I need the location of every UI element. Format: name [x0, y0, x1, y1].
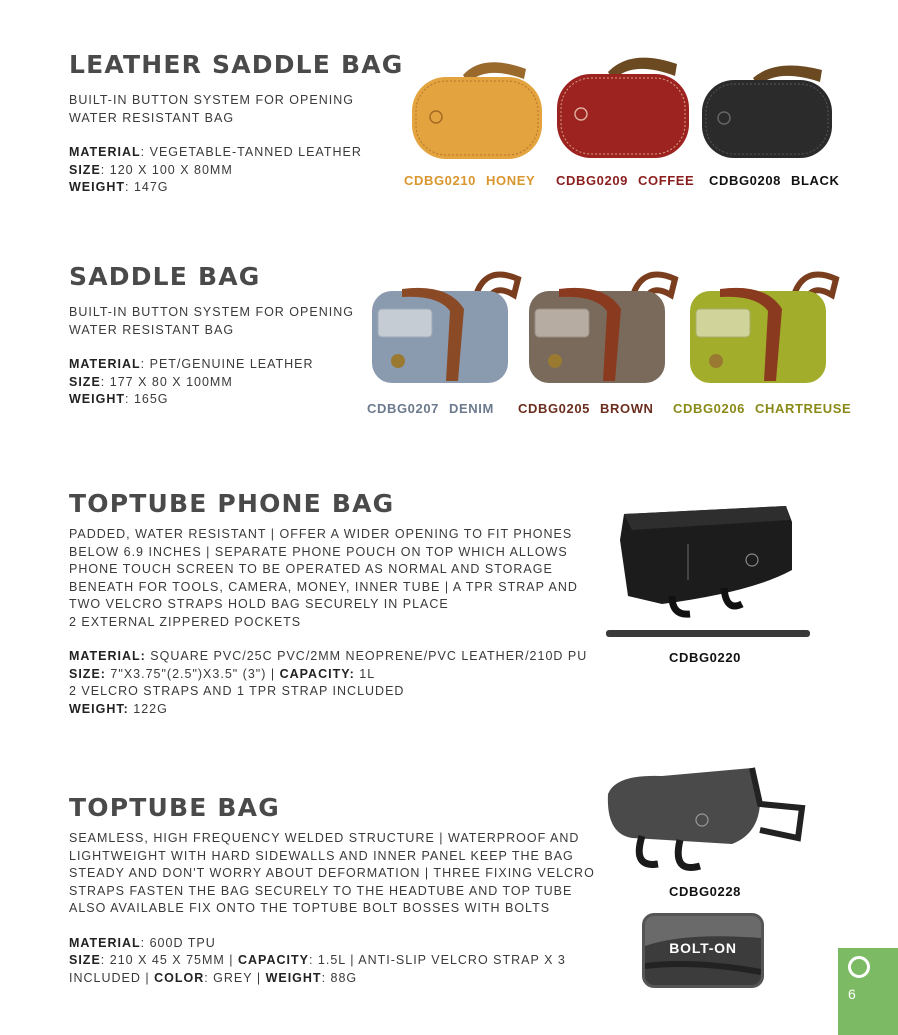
variant-code-denim: CDBG0207 DENIM — [367, 401, 494, 416]
spec-material: MATERIAL: VEGETABLE-TANNED LEATHER — [69, 145, 362, 159]
variant-code-brown: CDBG0205 BROWN — [518, 401, 654, 416]
description-line: STRAPS FASTEN THE BAG SECURELY TO THE HEADTUBE AND TOP TUBE — [69, 883, 573, 898]
description-line: BUILT-IN BUTTON SYSTEM FOR OPENING — [69, 305, 354, 319]
description-line: WATER RESISTANT BAG — [69, 110, 235, 125]
saddle-bag-denim-image — [368, 265, 526, 393]
spec-weight: WEIGHT: 147G — [69, 180, 169, 194]
leather-bag-coffee-image — [553, 50, 693, 160]
saddle-bag-brown-image — [525, 265, 683, 393]
toptube-phone-bag-section — [69, 489, 587, 718]
description-line: STEADY AND DON'T WORRY ABOUT DEFORMATION | THREE FIXING VELCRO — [69, 866, 595, 880]
variant-code-honey: CDBG0210 HONEY — [404, 173, 536, 188]
spec-size: SIZE: 210 X 45 X 75MM | CAPACITY: 1.5L | ANTI-SLIP VELCRO STRAP X 3 — [69, 953, 566, 967]
brand-logo-icon — [848, 956, 870, 978]
description-line: PHONE TOUCH SCREEN TO BE OPERATED AS NORMAL AND STORAGE — [69, 562, 553, 576]
saddle-bag-section — [69, 262, 354, 409]
spec-size: SIZE: 177 X 80 X 100MM — [69, 374, 233, 389]
description-line: PADDED, WATER RESISTANT | OFFER A WIDER OPENING TO FIT PHONES — [69, 527, 573, 541]
spec-material: MATERIAL: SQUARE PVC/25C PVC/2MM NEOPRENE/PVC LEATHER/210D PU — [69, 649, 588, 663]
description-line: BUILT-IN BUTTON SYSTEM FOR OPENING — [69, 93, 354, 107]
description-line: 2 EXTERNAL ZIPPERED POCKETS — [69, 614, 302, 629]
badge-label: BOLT-ON — [669, 940, 737, 956]
description-line: BELOW 6.9 INCHES | SEPARATE PHONE POUCH ON TOP WHICH ALLOWS — [69, 544, 568, 559]
variant-code-chartreuse: CDBG0206 CHARTREUSE — [673, 401, 852, 416]
spec-weight: WEIGHT: 122G — [69, 701, 168, 716]
toptube-bag-image — [602, 764, 812, 876]
spec-color-weight: INCLUDED | COLOR: GREY | WEIGHT: 88G — [69, 970, 358, 985]
description-line: BENEATH FOR TOOLS, CAMERA, MONEY, INNER TUBE | A TPR STRAP AND — [69, 579, 578, 594]
leather-bag-honey-image — [408, 55, 546, 163]
leather-saddle-bag-section — [69, 50, 404, 197]
page-tab — [838, 948, 898, 1035]
description-line: LIGHTWEIGHT WITH HARD SIDEWALLS AND INNER PANEL KEEP THE BAG — [69, 848, 574, 863]
toptube-bag-section — [69, 793, 595, 987]
variant-code-black: CDBG0208 BLACK — [709, 173, 840, 188]
spec-included: 2 VELCRO STRAPS AND 1 TPR STRAP INCLUDED — [69, 684, 405, 698]
bolt-on-badge — [642, 913, 764, 988]
section-title: SADDLE BAG — [69, 262, 261, 291]
product-code: CDBG0220 — [669, 650, 741, 665]
saddle-bag-chartreuse-image — [686, 265, 844, 393]
section-title: LEATHER SADDLE BAG — [69, 50, 404, 79]
section-title: TOPTUBE PHONE BAG — [69, 489, 395, 518]
spec-weight: WEIGHT: 165G — [69, 392, 169, 406]
section-title: TOPTUBE BAG — [69, 793, 280, 822]
spec-material: MATERIAL: PET/GENUINE LEATHER — [69, 357, 314, 371]
variant-code-coffee: CDBG0209 COFFEE — [556, 173, 695, 188]
page-number: 6 — [848, 986, 856, 1002]
toptube-phone-bag-image — [602, 500, 812, 645]
description-line: SEAMLESS, HIGH FREQUENCY WELDED STRUCTURE | WATERPROOF AND — [69, 831, 580, 845]
spec-size: SIZE: 120 X 100 X 80MM — [69, 162, 233, 177]
product-code: CDBG0228 — [669, 884, 741, 899]
leather-bag-black-image — [698, 60, 836, 160]
description-line: WATER RESISTANT BAG — [69, 322, 235, 337]
spec-size: SIZE: 7"X3.75"(2.5")X3.5" (3") | CAPACITY: 1L — [69, 666, 376, 681]
description-line: ALSO AVAILABLE FIX ONTO THE TOPTUBE BOLT BOSSES WITH BOLTS — [69, 901, 551, 915]
description-line: TWO VELCRO STRAPS HOLD BAG SECURELY IN PLACE — [69, 597, 449, 611]
spec-material: MATERIAL: 600D TPU — [69, 935, 216, 950]
